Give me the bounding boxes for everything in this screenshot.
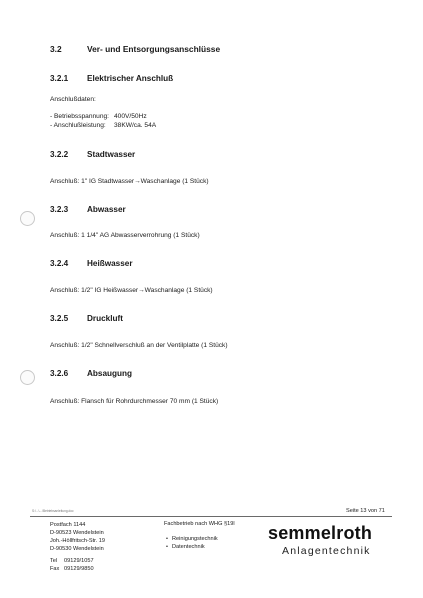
section-title: Stadtwasser <box>87 150 136 159</box>
address-line: Postfach 1144 <box>50 522 86 528</box>
electrical-row-value: 400V/50Hz <box>114 113 147 120</box>
address-line: D-90530 Wendelstein <box>50 546 104 552</box>
address-line: Joh.-Höllfritsch-Str. 19 <box>50 538 106 544</box>
abwasser-text: Anschluß: 1 1/4" AG Abwasserverrohrung (1 Stück) <box>50 232 200 239</box>
electrical-row-label: - Anschlußleistung: <box>50 122 106 129</box>
electrical-intro: Anschlußdaten: <box>50 96 96 103</box>
service-item: • Reinigungstechnik <box>166 536 218 542</box>
address-line: D-90523 Wendelstein <box>50 530 104 536</box>
section-heading-elektrischer-anschluss <box>50 74 173 83</box>
company-logo-wordmark: semmelroth <box>268 523 373 543</box>
phone-label: Tel <box>50 558 58 564</box>
section-title: Ver- und Entsorgungsanschlüsse <box>87 44 221 54</box>
electrical-row-label: - Betriebsspannung: <box>50 113 110 120</box>
fax-line <box>50 566 94 572</box>
section-heading-stadtwasser <box>50 150 135 159</box>
section-number: 3.2.3 <box>50 205 69 214</box>
section-heading-heisswasser <box>50 259 133 268</box>
section-number: 3.2.4 <box>50 259 69 268</box>
druckluft-text: Anschluß: 1/2" Schnellverschluß an der Ventilplatte (1 Stück) <box>50 342 228 349</box>
section-number: 3.2 <box>50 44 62 54</box>
electrical-row-value: 38KW/ca. 54A <box>114 122 157 129</box>
page-number: Seite 13 von 71 <box>346 508 385 514</box>
footer-divider <box>30 516 392 517</box>
section-title: Elektrischer Anschluß <box>87 74 174 83</box>
heisswasser-text: Anschluß: 1/2" IG Heißwasser→Waschanlage (1 Stück) <box>50 287 213 294</box>
phone-value: 09129/1057 <box>64 558 94 564</box>
electrical-row <box>50 113 147 120</box>
stadtwasser-text: Anschluß: 1" IG Stadtwasser→Waschanlage (1 Stück) <box>50 178 209 185</box>
section-heading-abwasser <box>50 205 126 214</box>
fax-value: 09129/9850 <box>64 566 94 572</box>
section-number: 3.2.5 <box>50 314 69 323</box>
punch-hole-bottom <box>20 370 35 385</box>
section-title: Heißwasser <box>87 259 133 268</box>
section-title: Druckluft <box>87 314 123 323</box>
file-reference: S:\...\...\Betriebsanleitung.doc <box>32 509 74 513</box>
section-heading-druckluft <box>50 314 123 323</box>
absaugung-text: Anschluß: Flansch für Rohrdurchmesser 70 mm (1 Stück) <box>50 398 219 405</box>
section-title: Abwasser <box>87 205 126 214</box>
electrical-row <box>50 122 156 129</box>
certification-text: Fachbetrieb nach WHG §19l <box>164 521 235 527</box>
company-logo-subtitle: Anlagentechnik <box>282 545 371 557</box>
section-title: Absaugung <box>87 369 133 378</box>
section-number: 3.2.1 <box>50 74 69 83</box>
section-heading-main <box>50 44 220 54</box>
section-heading-absaugung <box>50 369 132 378</box>
section-number: 3.2.6 <box>50 369 69 378</box>
phone-line <box>50 558 94 564</box>
punch-hole-top <box>20 211 35 226</box>
fax-label: Fax <box>50 566 60 572</box>
service-item: • Datentechnik <box>166 544 205 550</box>
section-number: 3.2.2 <box>50 150 69 159</box>
